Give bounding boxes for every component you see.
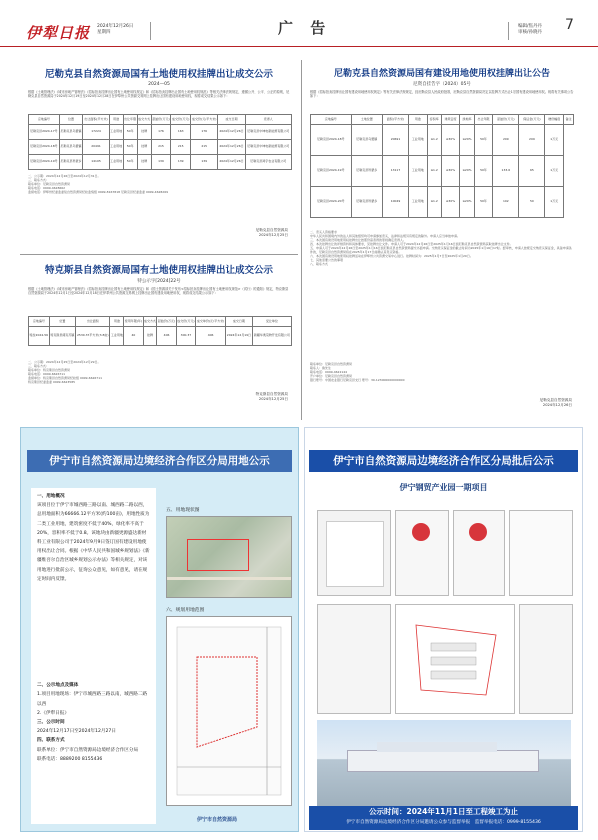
notice-yining-post-approval — [304, 427, 583, 832]
project-name: 伊宁钢贸产业园一期项目 — [399, 483, 488, 492]
table-cell: 406 — [157, 327, 176, 346]
table-header-cell: 成交价(元/平方米) — [191, 115, 218, 125]
table-header-cell: 容积率 — [427, 115, 441, 125]
notice-contacts — [310, 362, 574, 382]
publicity-period: 2024年12月17日至2024年12月27日 — [37, 729, 116, 735]
document-photo — [519, 604, 573, 714]
table-cell: 17224 — [83, 125, 109, 140]
transaction-table — [28, 114, 292, 170]
table-cell: ≤1.2 — [427, 156, 441, 187]
table-cell: 209 — [519, 125, 545, 156]
transaction-table — [28, 316, 292, 346]
table-header-cell: 成交价(万元) — [176, 317, 195, 327]
table-header-cell: 起始价(万元) — [493, 115, 519, 125]
document-photo — [453, 510, 505, 596]
notice-notes — [28, 174, 292, 194]
table-row — [29, 327, 292, 346]
body-paragraph: 二、竞买人资格要求 — [310, 230, 338, 234]
seal-icon — [412, 523, 430, 541]
table-cell: 139 — [191, 155, 218, 170]
table-cell: 特克斯县阔克苏镇 — [49, 327, 75, 346]
document-photo — [317, 510, 391, 596]
note-line: 三、联系方式： — [28, 178, 50, 182]
table-cell: 挂牌 — [137, 155, 151, 170]
table-cell: ≥30% — [441, 125, 460, 156]
notice-number: 特公示字[2024]22号 — [137, 279, 181, 284]
table-header-cell: 成交方式 — [143, 317, 157, 327]
signer: 尼勒克县自然资源局 — [255, 228, 288, 232]
table-cell: 176 — [151, 125, 171, 140]
table-cell: 特拉2024-56 — [29, 327, 50, 346]
table-row — [29, 125, 292, 140]
table-cell: 14105 — [83, 155, 109, 170]
table-header-cell: 土地位置 — [351, 115, 382, 125]
note-line: 三、联系方式： — [28, 364, 50, 368]
editor-name: 编辑/焦丹丹 — [518, 24, 543, 29]
table-row — [29, 140, 292, 155]
table-header-cell: 用途 — [110, 317, 124, 327]
table-header-cell: 绿地率 — [460, 115, 474, 125]
notice-signature — [540, 398, 572, 408]
issue-date-block — [97, 24, 133, 36]
document-photo — [317, 604, 391, 714]
table-cell: 工业用地 — [109, 125, 123, 140]
notice-title: 尼勒克县自然资源局国有建设用地使用权挂牌出让公告 — [333, 69, 550, 79]
table-cell: 1万元 — [545, 125, 564, 156]
notice-signature — [256, 392, 288, 402]
notice-intro: 根据《招标拍卖挂牌出让国有建设用地使用权规定》等有关法律法规规定，经尼勒克县人民政府批准，尼勒克县自然资源局决定以挂牌方式出让1宗国有建设用地使用权。现将有关事项公告如下： — [310, 90, 574, 99]
table-cell: 209 — [493, 125, 519, 156]
table-cell: 尼勒克县科蒙乡 — [351, 187, 382, 218]
table-cell: 50年 — [474, 187, 493, 218]
column-divider — [301, 60, 302, 420]
table-cell: 尼勒克县2024-19号 — [29, 155, 60, 170]
table-cell: 挂牌 — [137, 125, 151, 140]
issue-weekday: 星期四 — [97, 30, 111, 35]
seal-icon — [469, 523, 487, 541]
sign-date: 2024年12月26日 — [542, 403, 572, 407]
notice-intro: 根据《土地管理法》《城市房地产管理法》《招标拍卖挂牌出让国有土地使用权规定》和《国土资源部关于发布<招标拍卖挂牌出让国有土地使用权规范>（试行）的通知》规定，特克斯县自然资源局于2024年12月1日至2024年12月18日在伊犁州公共资源交易网上挂牌出让国有建设用地使用权，现将成交结果公示如下： — [28, 287, 289, 296]
notice-number: 2024—05 — [148, 82, 170, 87]
contact-unit: 联系单位：伊宁市自然资源局边境经济合作区分局 — [37, 747, 139, 753]
table-cell: 1万元 — [545, 156, 564, 187]
publicity-period: 公示时间：2024年11月1日至工程竣工为止 — [368, 807, 519, 816]
site-plan-svg — [396, 605, 514, 713]
table-header-row — [311, 115, 574, 125]
site-plan-drawing — [395, 604, 515, 714]
table-cell: 50年 — [123, 125, 137, 140]
table-cell: 挂牌 — [143, 327, 157, 346]
panel-footer: 伊宁市自然资源局 — [197, 817, 238, 823]
table-cell: 40 — [124, 327, 143, 346]
table-cell: 215 — [191, 140, 218, 155]
notice-title: 尼勒克县自然资源局国有土地使用权挂牌出让成交公示 — [44, 69, 273, 80]
table-header-cell: 竞得人 — [245, 115, 291, 125]
sign-date: 2024年12月25日 — [258, 233, 288, 237]
notice-title: 伊宁市自然资源局边境经济合作区分局批后公示 — [309, 450, 578, 472]
section-heading: 一、用地概况 — [37, 494, 65, 499]
newspaper-logo: 伊犁日报 — [26, 24, 91, 42]
table-header-row — [29, 317, 292, 327]
table-header-cell: 宗地编号 — [311, 115, 352, 125]
table-cell: 50年 — [123, 155, 137, 170]
signer: 尼勒克县自然资源局 — [539, 398, 572, 402]
header-divider — [150, 22, 151, 40]
body-paragraph: 八、联系方式 — [310, 262, 329, 266]
table-cell: ≥30% — [441, 156, 460, 187]
table-cell: 新疆华奥景物开发有限公司 — [252, 327, 291, 346]
table-cell: 50年 — [123, 140, 137, 155]
table-cell: ≤20% — [460, 187, 474, 218]
table-cell: 215 — [151, 140, 171, 155]
table-cell: 133.6 — [493, 156, 519, 187]
table-cell: 50年 — [474, 125, 493, 156]
sign-date: 2024年12月25日 — [258, 397, 288, 401]
note-line: 联系电话：0999-4628662 — [28, 186, 66, 190]
section-heading: 四、联系方式 — [37, 738, 65, 744]
table-cell: 尼勒克县科蒙乡 — [59, 155, 83, 170]
table-cell: 50年 — [474, 156, 493, 187]
notice-number: 尼资自挂告字（2024）05号 — [413, 82, 471, 87]
note-line: 联系单位：尼勒克县自然资源局 — [28, 182, 71, 186]
body-paragraph: 四、本次挂牌出让的详细资料和具体要求，见挂牌出让文件。申请人可于2024年12月26日至2025年1月16日到尼勒克县自然资源局获取挂牌出让文件。 — [310, 242, 513, 246]
table-header-cell: 成交方式 — [137, 115, 151, 125]
table-header-cell: 受让单位 — [252, 317, 291, 327]
checker-name: 审核/孙晓丹 — [518, 30, 543, 35]
table-cell: 尼勒克县鸿宇农业有限公司 — [245, 155, 291, 170]
factory-roof — [377, 742, 497, 752]
notice-tekesi-transaction — [20, 256, 298, 414]
bottom-banner — [309, 806, 578, 830]
table-header-cell: 宗地编号 — [29, 115, 60, 125]
supervision-line: 伊宁市自然资源局边境经济合作区分局邀请公众参与监督举报 监督举报电话：0999-8155436 — [346, 820, 541, 825]
note-line: 联系单位：特克斯县自然资源局 — [28, 368, 71, 372]
table-cell: 工业用地 — [109, 155, 123, 170]
table-header-cell: 保证金(万元) — [519, 115, 545, 125]
table-cell: 102 — [493, 187, 519, 218]
table-cell: 300.37 — [176, 327, 195, 346]
table-header-cell: 出让年限 — [474, 115, 493, 125]
notice-nileke-auction — [304, 62, 580, 420]
table-header-cell: 宗地编号 — [29, 317, 50, 327]
table-header-cell: 成交单价(元/平方米) — [196, 317, 226, 327]
planning-scope-map — [166, 616, 292, 806]
table-header-cell: 成交价(万元) — [171, 115, 191, 125]
table-cell: ≤20% — [460, 156, 474, 187]
table-row — [311, 187, 574, 218]
table-cell: 50 — [519, 187, 545, 218]
factory-building — [347, 750, 539, 772]
map-label: 六、规划用地范围 — [166, 608, 205, 613]
contact-phone: 联系电话：8889200 8155436 — [37, 756, 103, 762]
table-header-cell: 出让面积(平方米) — [83, 115, 109, 125]
table-header-cell: 位置 — [49, 317, 75, 327]
table-cell: 139 — [171, 155, 191, 170]
road-line — [167, 577, 291, 580]
table-cell: 挂牌 — [137, 140, 151, 155]
table-cell: 工业用地 — [409, 156, 428, 187]
table-row — [311, 125, 574, 156]
contact-line: 开户单位：尼勒克县自然资源局 — [310, 374, 353, 378]
table-header-cell: 成交日期 — [226, 317, 253, 327]
table-cell: 1万元 — [545, 187, 564, 218]
table-cell: 尼勒克县2024-20号 — [311, 187, 352, 218]
planning-map-drawing — [167, 617, 291, 805]
table-cell: 尼勒克县2024-18号 — [311, 125, 352, 156]
notice-text-column — [31, 488, 156, 824]
table-cell: 176 — [191, 125, 218, 140]
contact-line: 联系电话：0999-4622144 — [310, 370, 348, 374]
notice-title: 伊宁市自然资源局边境经济合作区分局用地公示 — [27, 450, 292, 472]
body-paragraph: 中华人民共和国境内外的法人和其他组织均可申请参加竞买，法律和法规另有规定的除外。申请人应当单独申请。 — [310, 234, 461, 238]
table-header-cell: 起始价(万元) — [157, 317, 176, 327]
auction-table — [310, 114, 574, 218]
note-line: 监督单位：特克斯县自然资源局纪检组 0999-6626711 — [28, 376, 103, 380]
contact-line: 联系单位：尼勒克县自然资源局 — [310, 362, 353, 366]
notice-body — [310, 230, 574, 266]
table-header-cell: 面积(平方米) — [382, 115, 408, 125]
editor-block — [518, 24, 542, 36]
table-cell: 139 — [151, 155, 171, 170]
table-cell: 尼勒克县乌赞镇 — [59, 140, 83, 155]
table-header-cell: 成交日期 — [218, 115, 245, 125]
table-cell: 65 — [519, 156, 545, 187]
document-photo — [509, 510, 573, 596]
header-divider — [508, 22, 509, 40]
table-cell: 10049 — [382, 187, 408, 218]
note-line: 监督电话：伊犁州纪委监委驻自然资源局纪检监察组 0999-8167818 尼勒克县纪委监委 0999-4628269 — [28, 190, 169, 194]
note-line: 联系电话：0999-6626711 — [28, 372, 66, 376]
note-line: 二、公示期：2024年12月25日至2024年12月29日。 — [28, 360, 101, 364]
section-heading: 三、公示时间 — [37, 720, 65, 726]
table-cell: 尼勒克县中坤电新能源有限公司 — [245, 140, 291, 155]
table-cell: 尼勒克县中坤电新能源有限公司 — [245, 125, 291, 140]
table-cell: 2024年12月19日 — [226, 327, 253, 346]
site-boundary — [187, 539, 249, 571]
contact-line: 联系人：鲁先生 — [310, 366, 332, 370]
place-item: 1.项目用地现场：伊宁市城西路三路以南，城西路二路以西 — [37, 692, 148, 707]
table-cell: 工业用地 — [110, 327, 124, 346]
table-cell: 20491 — [83, 140, 109, 155]
table-cell: 2024年12月26日 — [218, 155, 245, 170]
land-use-description: 该项目位于伊宁市城西路三路以南、城西路二路以西，总用地面积为66666.12平方米(约100亩)，用地性质为二类工业用地，建筑密度不低于40%，绿化率不高于20%，容积率不低于0.8。该地块由新疆更源盛达新材料工业有限公司于2024年9月9日签订国有建设用地使用权出让合同。根据《中华人民共和国城乡规划法》《新疆维吾尔自治区城乡规划公示办法》等相关规定，对该用地进行批前公示，征询公众意见，如有意见，请在规定时间内反馈。 — [37, 503, 150, 582]
notice-signature — [256, 228, 288, 238]
table-cell: 尼勒克县2024-18号 — [29, 140, 60, 155]
table-cell: ≤1.2 — [427, 187, 441, 218]
notice-title: 特克斯县自然资源局国有土地使用权挂牌出让成交公示 — [44, 265, 273, 276]
table-header-row — [29, 115, 292, 125]
table-header-cell: 出让年限 — [123, 115, 137, 125]
body-paragraph: 六、本次国有建设用地使用权挂牌活动在伊犁州公共资源交易中心进行。挂牌时间为：2025年1月7日至2025年1月20日。 — [310, 254, 473, 258]
notice-intro: 根据《土地管理法》《城市房地产管理法》《招标拍卖挂牌出让国有土地使用权规定》和《招标拍卖挂牌出让国有土地使用权规范》等相关法律法规规定，遵循公开、公平、公正的原则，尼勒克县自然资源局于2024年12月19日至2024年12月28日在伊犁州公共资源交易网上挂牌出让国有建设用地使用权，现将成交结果公示如下： — [28, 90, 290, 99]
body-paragraph: 三、本次国有建设用地使用权挂牌出让按照价高者得的原则确定竞得人。 — [310, 238, 407, 242]
table-cell: 工业用地 — [109, 140, 123, 155]
table-header-cell: 用途 — [409, 115, 428, 125]
body-paragraph: 七、其他需要公告的事项 — [310, 258, 344, 262]
table-cell: 2530.37平方米(3.8亩) — [76, 327, 110, 346]
notice-nileke-transaction — [20, 62, 298, 255]
permit-page — [326, 521, 384, 587]
document-photo — [395, 510, 449, 596]
page-number: 7 — [565, 17, 574, 33]
table-header-cell: 用途 — [109, 115, 123, 125]
table-cell: 406 — [196, 327, 226, 346]
table-cell: 尼勒克县科蒙乡 — [351, 156, 382, 187]
section-heading: 二、公示地点及媒体 — [37, 683, 79, 689]
table-cell: ≤1.2 — [427, 125, 441, 156]
table-cell: 2024年12月26日 — [218, 140, 245, 155]
table-cell: 2024年12月26日 — [218, 125, 245, 140]
table-cell: 尼勒克县2024-17号 — [29, 125, 60, 140]
table-cell: ≥30% — [441, 187, 460, 218]
table-cell: 尼勒克县乌赞镇 — [351, 125, 382, 156]
table-cell: 尼勒克县2024-19号 — [311, 156, 352, 187]
table-header-cell: 起始价(万元) — [151, 115, 171, 125]
signer: 特克斯县自然资源局 — [255, 392, 288, 396]
table-cell: 20691 — [382, 125, 408, 156]
table-header-cell: 使用年限(年) — [124, 317, 143, 327]
table-cell: ≤20% — [460, 125, 474, 156]
table-header-cell: 位置 — [59, 115, 83, 125]
table-header-cell: 建筑密度 — [441, 115, 460, 125]
table-header-cell: 备注 — [563, 115, 573, 125]
table-cell: 工业用地 — [409, 187, 428, 218]
table-row — [311, 156, 574, 187]
note-line: 二、公示期：2024年12月26日至2024年12月31日。 — [28, 174, 101, 178]
project-rendering — [317, 720, 571, 806]
map-label: 五、用地现状图 — [166, 508, 200, 513]
table-header-cell: 增价幅度 — [545, 115, 564, 125]
table-cell: 215 — [171, 140, 191, 155]
table-header-cell: 出让面积 — [76, 317, 110, 327]
table-cell: 工业用地 — [409, 125, 428, 156]
contact-line: 银行账号：中国农业银行尼勒克县支行 账号：30-123000000000000 — [310, 378, 405, 382]
table-cell: 尼勒克县乌赞镇 — [59, 125, 83, 140]
body-paragraph: 五、申请人可于2024年12月26日至2025年1月16日到尼勒克县自然资源局提交书面申请。交纳竞买保证金的截止时间为2025年1月16日17时。经审核，申请人按规定交纳竞买保证金，具备申请条件的，尼勒克县自然资源局将在2025年1月17日前确认其竞买资格。 — [310, 246, 572, 254]
notice-notes — [28, 360, 292, 384]
current-land-map — [166, 516, 292, 598]
issue-date: 2024年12月26日 — [97, 24, 134, 29]
section-name: 广 告 — [278, 19, 332, 37]
place-item: 2.《伊犁日报》 — [37, 710, 69, 716]
table-row — [29, 155, 292, 170]
notice-yining-land-use — [20, 427, 299, 832]
table-cell: 13117 — [382, 156, 408, 187]
note-line: 特克斯县纪委监委 0999-6623585 — [28, 380, 76, 384]
table-cell: 163 — [171, 125, 191, 140]
